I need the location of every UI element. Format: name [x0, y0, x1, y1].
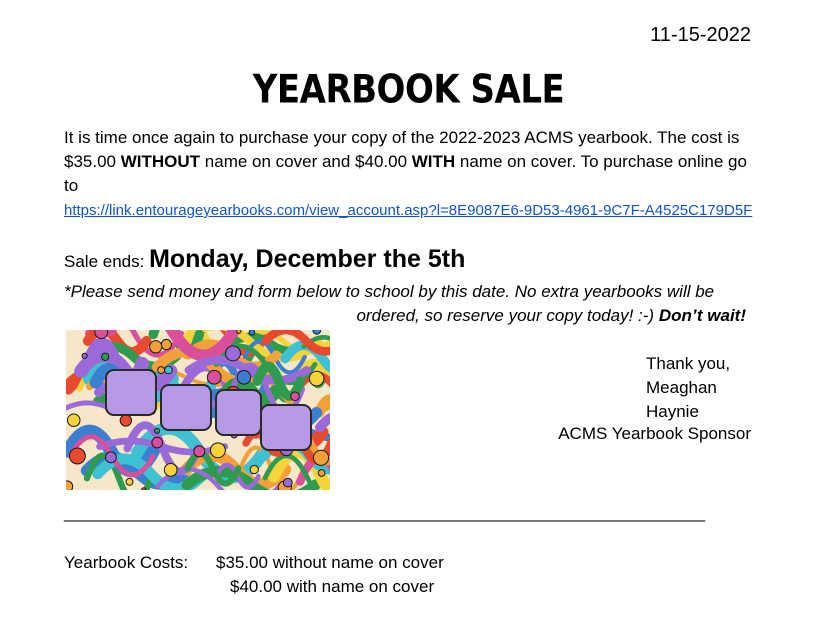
intro-text-1: It is time once again to purchase your copy of the 2022-2023 ACMS yearbook. The cost is $35.00 [64, 128, 740, 171]
note-line-1: *Please send money and form below to school by this date. No extra yearbooks will be [64, 282, 715, 301]
intro-paragraph [64, 126, 764, 198]
note-line-2-text: ordered, so reserve your copy today! :-) [356, 306, 659, 325]
signature-role: ACMS Yearbook Sponsor [558, 424, 751, 443]
costs-row-1 [64, 551, 444, 575]
cut-line-divider: ______________________________________________________________________ [64, 503, 705, 522]
deadline-note [64, 280, 746, 328]
signature-first-name: Meaghan [646, 378, 717, 397]
intro-text-2: name on cover and $40.00 [200, 152, 412, 171]
page-title: YEARBOOK SALE [252, 67, 565, 113]
acms-graffiti-image [66, 330, 330, 490]
note-line-2 [64, 304, 746, 328]
purchase-link[interactable]: https://link.entourageyearbooks.com/view_account.asp?l=8E9087E6-9D53-4961-9C7F-A4525C179D5F [64, 202, 753, 219]
sale-ends [64, 245, 465, 274]
cost-with-name: $40.00 with name on cover [230, 577, 435, 596]
intro-bold-with: WITH [411, 152, 456, 171]
signature-block [646, 352, 730, 424]
intro-bold-without: WITHOUT [120, 152, 201, 171]
cost-without-name: $35.00 without name on cover [216, 553, 444, 572]
sale-ends-label: Sale ends: [64, 252, 150, 271]
costs-label: Yearbook Costs: [64, 553, 189, 572]
note-dont-wait: Don’t wait! [658, 306, 746, 325]
intro-text-3: name on cover. To purchase online go to [64, 152, 747, 195]
sale-ends-date: Monday, December the 5th [149, 245, 466, 273]
yearbook-costs [64, 551, 444, 599]
signature-last-name: Haynie [646, 402, 699, 421]
document-date: 11-15-2022 [650, 24, 751, 46]
acms-graffiti-image-art [66, 330, 330, 490]
signature-thanks: Thank you, [646, 354, 731, 373]
